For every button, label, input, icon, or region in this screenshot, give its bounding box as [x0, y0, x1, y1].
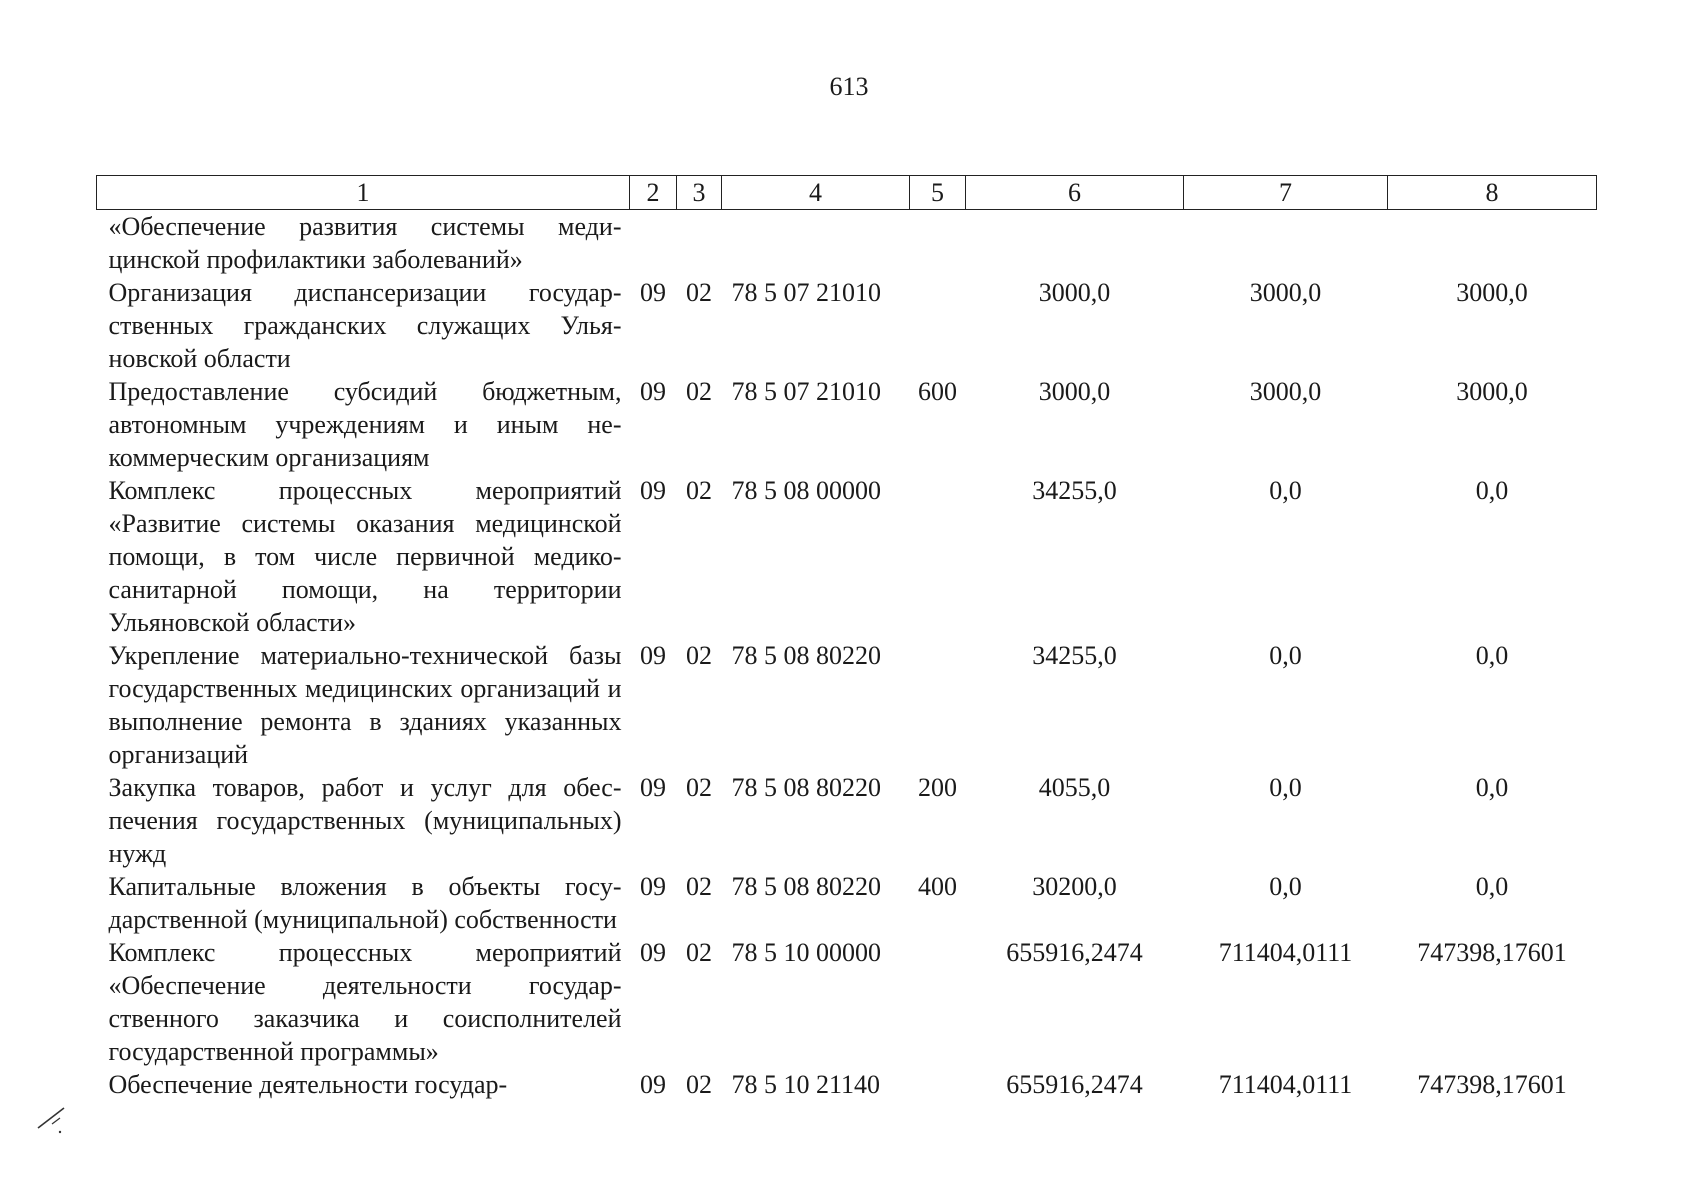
- row-expense-type: [910, 474, 966, 639]
- header-col-5: 5: [910, 176, 966, 210]
- header-col-8: 8: [1388, 176, 1597, 210]
- row-expense-type: [910, 276, 966, 375]
- row-amount-3: 0,0: [1475, 641, 1509, 670]
- row-amount-1: 655916,2474: [1006, 938, 1143, 967]
- row-subsection: 02: [686, 938, 712, 967]
- header-row: [97, 176, 1597, 210]
- row-section: [630, 210, 677, 277]
- row-target-code: 78 5 08 80220: [731, 773, 881, 802]
- row-target-code: 78 5 08 00000: [731, 476, 881, 505]
- row-amount-3: 747398,17601: [1417, 1070, 1567, 1099]
- row-expense-type: [910, 936, 966, 1068]
- header-col-7: 7: [1184, 176, 1388, 210]
- row-amount-2: 0,0: [1269, 773, 1302, 802]
- header-col-1: 1: [97, 176, 630, 210]
- row-amount-2: 0,0: [1269, 872, 1302, 901]
- page-number: 613: [829, 72, 869, 101]
- header-col-6: 6: [966, 176, 1184, 210]
- row-amount-2: 0,0: [1269, 476, 1302, 505]
- row-target-code: 78 5 07 21010: [731, 377, 881, 406]
- row-name: Организация диспансеризации государственных гражданских служащих Ульяновской области: [108, 278, 622, 373]
- table-body: [97, 210, 1597, 1102]
- table-row: [97, 771, 1597, 870]
- table-row: [97, 870, 1597, 936]
- row-amount-2: 3000,0: [1249, 278, 1322, 307]
- row-name: Комплекс процессных мероприятий «Обеспечение деятельности государственного заказчика и соисполнителей государственной программы»: [108, 938, 622, 1066]
- table-row: [97, 936, 1597, 1068]
- pen-mark-icon: [30, 1098, 70, 1138]
- row-amount-1: 34255,0: [1032, 641, 1117, 670]
- row-amount-1: 3000,0: [1038, 377, 1111, 406]
- row-subsection: 02: [686, 278, 712, 307]
- row-name: Комплекс процессных мероприятий «Развитие системы оказания медицинской помощи, в том числе первичной медико-санитарной помощи, на территории Ульяновской области»: [108, 476, 622, 637]
- row-target-code: 78 5 08 80220: [731, 872, 881, 901]
- row-amount-3: 3000,0: [1456, 278, 1528, 307]
- row-name: «Обеспечение развития системы медицинской профилактики заболеваний»: [108, 212, 622, 274]
- budget-table: [96, 175, 1597, 1101]
- row-amount-2: 3000,0: [1249, 377, 1322, 406]
- row-amount-3: 0,0: [1475, 773, 1509, 802]
- row-expense-type: [910, 639, 966, 771]
- header-col-4: 4: [722, 176, 910, 210]
- row-amount-2: 711404,0111: [1218, 938, 1353, 967]
- row-expense-type: [910, 210, 966, 277]
- row-amount-2: [1184, 210, 1388, 277]
- row-amount-1: 30200,0: [1032, 872, 1117, 901]
- row-name: Капитальные вложения в объекты государственной (муниципальной) собственности: [108, 872, 622, 934]
- row-subsection: [677, 210, 722, 277]
- row-target-code: 78 5 10 21140: [731, 1070, 881, 1099]
- table-row: [97, 276, 1597, 375]
- table-header: [97, 176, 1597, 210]
- row-amount-1: 34255,0: [1032, 476, 1117, 505]
- table-row: [97, 210, 1597, 277]
- row-target-code: 78 5 07 21010: [731, 278, 881, 307]
- row-subsection: 02: [686, 377, 712, 406]
- row-name: Предоставление субсидий бюджетным, автономным учреждениям и иным некоммерческим организациям: [108, 377, 622, 472]
- row-amount-1: 3000,0: [1038, 278, 1111, 307]
- row-name: Укрепление материально-технической базы государственных медицинских организаций и выполнение ремонта в зданиях указанных организаций: [108, 641, 622, 769]
- row-amount-3: 0,0: [1475, 872, 1509, 901]
- row-amount-2: 711404,0111: [1218, 1070, 1353, 1099]
- header-col-2: 2: [630, 176, 677, 210]
- table-row: [97, 639, 1597, 771]
- row-amount-1: 4055,0: [1038, 773, 1111, 802]
- row-expense-type: [910, 1068, 966, 1101]
- row-amount-2: 0,0: [1269, 641, 1302, 670]
- row-section: 09: [640, 641, 666, 670]
- row-section: 09: [640, 938, 666, 967]
- row-amount-3: 0,0: [1475, 476, 1509, 505]
- row-expense-type: 600: [918, 377, 957, 406]
- row-section: 09: [640, 278, 666, 307]
- table-row: [97, 1068, 1597, 1101]
- row-subsection: 02: [686, 773, 712, 802]
- row-expense-type: 200: [918, 773, 957, 802]
- row-section: 09: [640, 872, 666, 901]
- row-section: 09: [640, 476, 666, 505]
- budget-document: [96, 175, 1596, 1101]
- row-subsection: 02: [686, 872, 712, 901]
- row-amount-3: 3000,0: [1456, 377, 1528, 406]
- row-amount-3: [1388, 210, 1597, 277]
- row-target-code: 78 5 10 00000: [731, 938, 881, 967]
- row-amount-1: 655916,2474: [1006, 1070, 1143, 1099]
- row-target-code: 78 5 08 80220: [731, 641, 881, 670]
- row-section: 09: [640, 773, 666, 802]
- row-subsection: 02: [686, 1070, 712, 1099]
- row-name: Обеспечение деятельности государ-: [108, 1070, 508, 1099]
- row-amount-3: 747398,17601: [1417, 938, 1567, 967]
- row-subsection: 02: [686, 641, 712, 670]
- table-row: [97, 375, 1597, 474]
- row-amount-1: [966, 210, 1184, 277]
- row-section: 09: [640, 1070, 666, 1099]
- row-subsection: 02: [686, 476, 712, 505]
- row-name: Закупка товаров, работ и услуг для обеспечения государственных (муниципальных) нужд: [108, 773, 622, 868]
- header-col-3: 3: [677, 176, 722, 210]
- row-target-code: [722, 210, 910, 277]
- table-row: [97, 474, 1597, 639]
- row-expense-type: 400: [918, 872, 957, 901]
- row-section: 09: [640, 377, 666, 406]
